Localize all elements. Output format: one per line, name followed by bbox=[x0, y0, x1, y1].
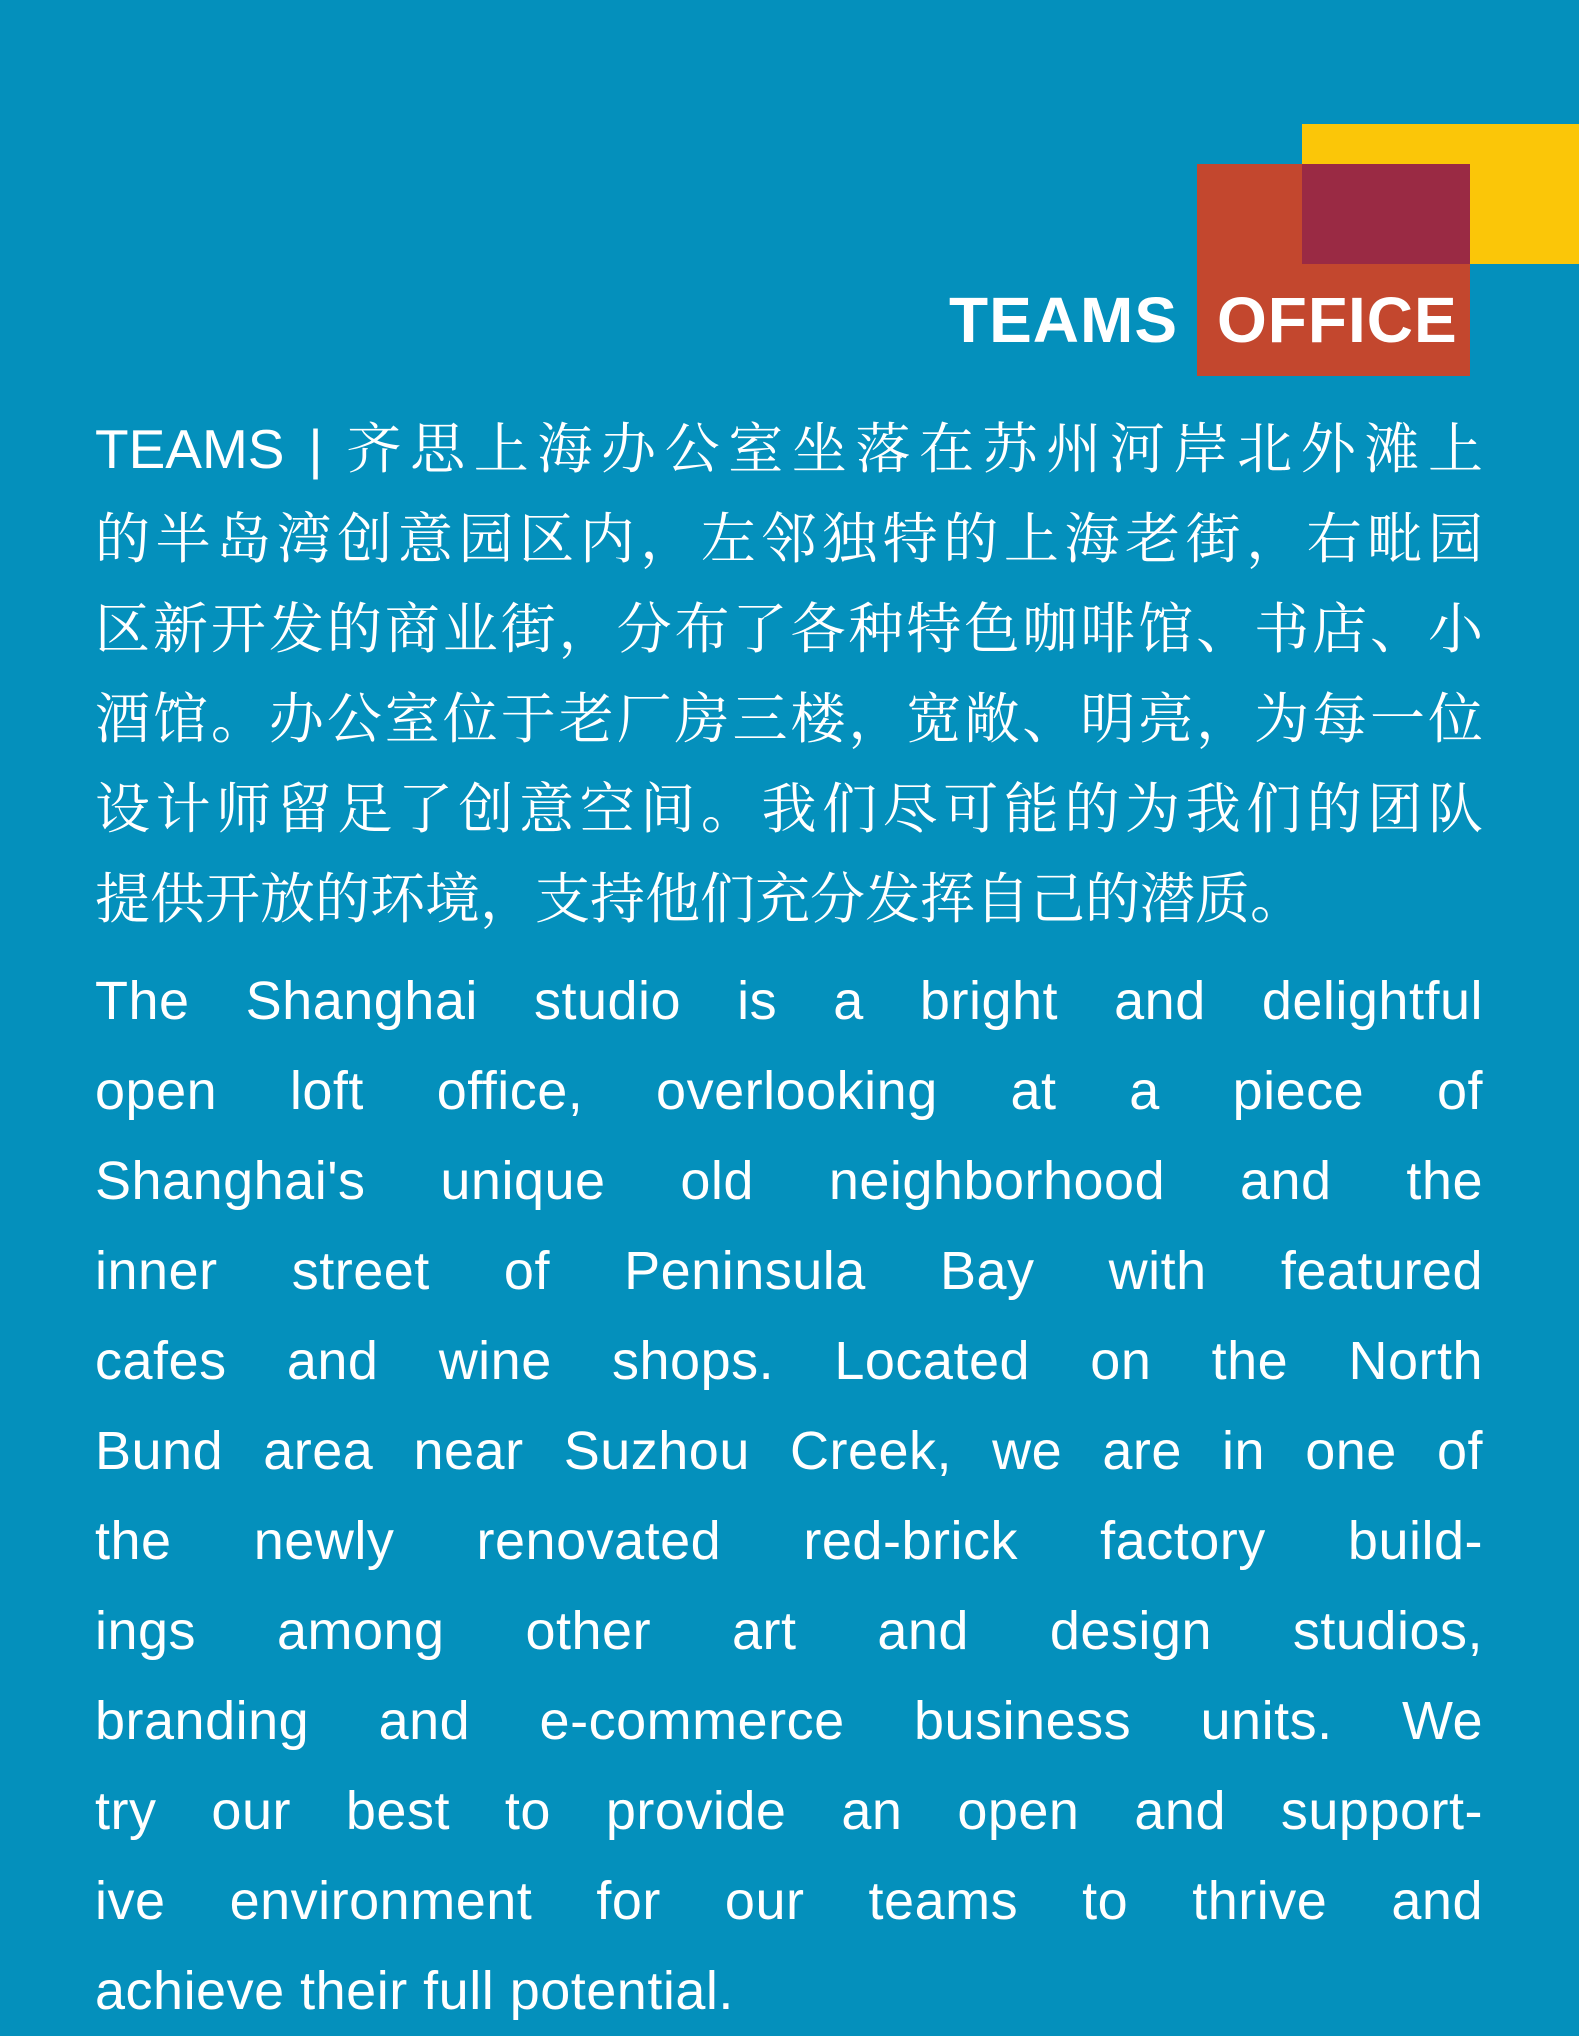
chinese-line: 设计师留足了创意空间。我们尽可能的为我们的团队 bbox=[95, 778, 1483, 840]
chinese-paragraph bbox=[95, 404, 1483, 944]
english-line: inner street of Peninsula Bay with featured bbox=[95, 1241, 1483, 1301]
english-paragraph bbox=[95, 956, 1483, 2036]
chinese-line: 酒馆。办公室位于老厂房三楼，宽敞、明亮，为每一位 bbox=[95, 688, 1483, 750]
english-line: branding and e-commerce business units. We bbox=[95, 1691, 1483, 1751]
english-line: ings among other art and design studios, bbox=[95, 1601, 1483, 1661]
english-line: the newly renovated red-brick factory build- bbox=[95, 1511, 1483, 1571]
chinese-line: TEAMS | 齐思上海办公室坐落在苏州河岸北外滩上 bbox=[95, 418, 1483, 480]
english-line: Shanghai's unique old neighborhood and the bbox=[95, 1151, 1483, 1211]
english-line: The Shanghai studio is a bright and delightful bbox=[95, 971, 1483, 1031]
english-line: try our best to provide an open and support- bbox=[95, 1781, 1483, 1841]
english-line: Bund area near Suzhou Creek, we are in one of bbox=[95, 1421, 1483, 1481]
english-line: cafes and wine shops. Located on the North bbox=[95, 1331, 1483, 1391]
chinese-line: 的半岛湾创意园区内，左邻独特的上海老街，右毗园 bbox=[95, 508, 1483, 570]
chinese-line: 区新开发的商业街，分布了各种特色咖啡馆、书店、小 bbox=[95, 598, 1483, 660]
english-line: ive environment for our teams to thrive and bbox=[95, 1871, 1483, 1931]
page-title-teams: TEAMS bbox=[949, 284, 1178, 356]
accent-overlap-maroon bbox=[1302, 164, 1470, 264]
chinese-line: 提供开放的环境，支持他们充分发挥自己的潜质。 bbox=[95, 868, 1306, 930]
page-title-office: OFFICE bbox=[1217, 284, 1458, 356]
english-line: open loft office, overlooking at a piece of bbox=[95, 1061, 1483, 1121]
english-line: achieve their full potential. bbox=[95, 1961, 734, 2021]
